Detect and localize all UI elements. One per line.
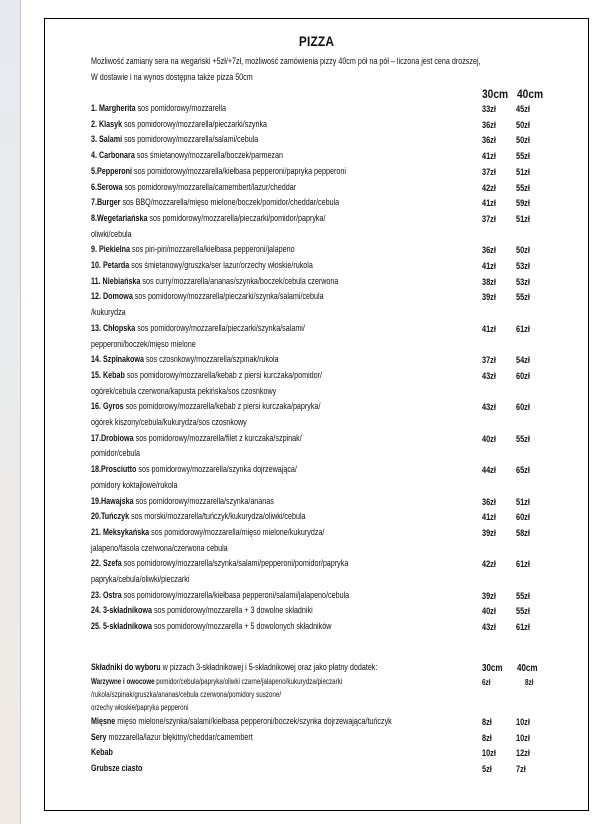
pizza-ingredients: sos pomidorowy/mozzarella/szynka/salami/pepperoni/pomidor/papryka <box>121 558 349 569</box>
extras-price-30: 8zł <box>482 717 492 727</box>
pizza-text <box>91 323 305 333</box>
price-40cm: 61zł <box>516 559 530 570</box>
price-40cm: 61zł <box>516 622 530 633</box>
extras-subtitle: w pizzach 3-składnikowej i 5-składnikowej oraz jako płatny dodatek: <box>160 662 378 672</box>
price-40cm: 53zł <box>516 261 530 271</box>
pizza-ingredients-cont <box>91 307 561 317</box>
price-30cm: 41zł <box>482 323 496 334</box>
pizza-ingredients: sos śmietanowy/gruszka/ser lazur/orzechy włoskie/rukola <box>129 260 313 270</box>
price-30cm: 37zł <box>482 355 496 366</box>
price-40cm: 58zł <box>516 527 530 538</box>
side-panel <box>0 0 21 824</box>
price-30cm: 43zł <box>482 370 496 381</box>
pizza-text <box>91 260 313 270</box>
price-30cm: 36zł <box>482 245 496 256</box>
pizza-name: 14. Szpinakowa <box>91 354 144 365</box>
size-header-30: 30cm <box>482 87 509 101</box>
price-30cm: 40zł <box>482 433 496 444</box>
pizza-text <box>91 276 338 286</box>
extras-price-30: 8zł <box>482 732 492 743</box>
extras-ingredients-cont <box>91 690 561 699</box>
price-40cm: 50zł <box>516 119 530 130</box>
pizza-ingredients: sos pomidorowy/mozzarella/mięso mielone/kukurydza/ <box>149 526 325 537</box>
pizza-name: 6.Serowa <box>91 181 123 192</box>
pizza-text <box>91 496 274 506</box>
pizza-name: 22. Szefa <box>91 558 122 569</box>
price-30cm: 40zł <box>482 606 496 617</box>
pizza-name: 20.Tuńczyk <box>91 511 130 522</box>
price-30cm: 38zł <box>482 276 496 287</box>
pizza-name: 5.Pepperoni <box>91 165 133 176</box>
extras-price-40: 7zł <box>516 763 526 774</box>
extras-price-30: 6zł <box>482 678 491 687</box>
pizza-text <box>91 401 320 411</box>
pizza-text <box>91 527 324 537</box>
pizza-ingredients-line2: oliwki/cebula <box>91 228 132 239</box>
pizza-ingredients-cont <box>91 229 561 239</box>
pizza-text <box>91 119 267 129</box>
price-40cm: 60zł <box>516 402 530 413</box>
pizza-ingredients: sos morski/mozzarella/tuńczyk/kukurydza/oliwki/cebula <box>129 511 306 522</box>
extras-price-30: 10zł <box>482 748 496 758</box>
price-30cm: 39zł <box>482 292 496 303</box>
price-30cm: 36zł <box>482 119 496 130</box>
price-40cm: 55zł <box>516 182 530 193</box>
extras-size-30: 30cm <box>482 663 503 674</box>
price-40cm: 60zł <box>516 512 530 523</box>
extras-ingredients-line3: orzechy włoskie/papryka pepperoni <box>91 703 189 712</box>
pizza-name: 24. 3-składnikowa <box>91 605 152 616</box>
pizza-name: 4. Carbonara <box>91 150 135 161</box>
pizza-ingredients-line2: /kukurydza <box>91 307 126 318</box>
pizza-text <box>91 511 306 521</box>
pizza-ingredients-line2: papryka/cebula/oliwki/pieczarki <box>91 574 190 584</box>
pizza-name: 15. Kebab <box>91 369 125 380</box>
price-30cm: 39zł <box>482 590 496 601</box>
price-40cm: 53zł <box>516 276 530 287</box>
extras-ingredients: mięso mielone/szynka/salami/kiełbasa pepperoni/boczek/szynka dojrzewająca/tuńczyk <box>115 716 392 726</box>
extras-price-40: 10zł <box>516 732 530 743</box>
pizza-ingredients: sos pomidorowy/mozzarella <box>135 103 227 113</box>
price-30cm: 41zł <box>482 198 496 209</box>
extras-price-40: 10zł <box>516 717 530 727</box>
extras-name: Sery <box>91 731 107 742</box>
price-40cm: 65zł <box>516 465 530 476</box>
price-40cm: 55zł <box>516 590 530 601</box>
pizza-ingredients: sos śmietanowy/mozzarella/boczek/parmezan <box>134 150 283 161</box>
pizza-ingredients: sos pomidorowy/mozzarella/camembert/lazur/cheddar <box>122 181 297 192</box>
pizza-text <box>91 197 339 207</box>
price-30cm: 41zł <box>482 151 496 162</box>
price-40cm: 45zł <box>516 104 530 114</box>
pizza-ingredients-line2: pepperoni/boczek/mięso mielone <box>91 338 196 349</box>
pizza-ingredients: sos pomidorowy/mozzarella + 5 dowolonych składników <box>151 621 332 632</box>
extras-header-text <box>91 662 377 672</box>
price-30cm: 42zł <box>482 559 496 570</box>
pizza-name: 23. Ostra <box>91 589 122 600</box>
pizza-name: 19.Hawajska <box>91 495 134 506</box>
pizza-text <box>91 103 226 113</box>
pizza-text <box>91 150 283 160</box>
price-30cm: 41zł <box>482 261 496 271</box>
price-30cm: 43zł <box>482 622 496 633</box>
pizza-text <box>91 182 296 192</box>
pizza-ingredients: sos pomidorowy/mozzarella/pieczarki/szynka/salami/cebula <box>132 291 324 302</box>
pizza-text <box>91 354 279 364</box>
pizza-name: 13. Chłopska <box>91 322 136 333</box>
extras-text <box>91 716 392 726</box>
price-40cm: 55zł <box>516 151 530 162</box>
pizza-text <box>91 370 322 380</box>
price-40cm: 55zł <box>516 433 530 444</box>
pizza-ingredients: sos czosnkowy/mozzarella/szpinak/rukola <box>143 354 279 365</box>
extras-name: Kebab <box>91 747 113 757</box>
pizza-name: 9. Piekielna <box>91 244 131 255</box>
price-40cm: 51zł <box>516 166 530 177</box>
pizza-name: 11. Niebiańska <box>91 275 141 286</box>
extras-text <box>91 732 253 742</box>
pizza-ingredients: sos curry/mozzarella/ananas/szynka/boczek/cebula czerwona <box>140 275 339 286</box>
extras-title: Składniki do wyboru <box>91 662 161 672</box>
pizza-ingredients: sos pomidorowy/mozzarella/pieczarki/pomidor/papryka/ <box>147 212 326 223</box>
price-30cm: 37zł <box>482 213 496 224</box>
pizza-text <box>91 621 331 631</box>
pizza-name: 16. Gyros <box>91 401 124 412</box>
extras-price-40: 12zł <box>516 748 530 758</box>
pizza-ingredients: sos pomidorowy/mozzarella/szynka dojrzewająca/ <box>136 464 297 475</box>
pizza-name: 3. Salami <box>91 134 123 145</box>
pizza-name: 18.Prosciutto <box>91 464 137 475</box>
note-line-1: Możliwość zamiany sera na wegański +5zł/+7zł, możliwość zamówienia pizzy 40cm pół na pół – liczona jest cena droższej, <box>91 56 481 66</box>
pizza-text <box>91 213 325 223</box>
pizza-ingredients: sos pomidorowy/mozzarella/kiełbasa pepperoni/salami/jalapeno/cebula <box>121 589 350 600</box>
extras-ingredients-line2: /rukola/szpinak/gruszka/ananas/cebula czerwona/pomidory suszone/ <box>91 690 282 699</box>
pizza-name: 17.Drobiowa <box>91 432 134 443</box>
extras-size-40: 40cm <box>517 663 538 674</box>
price-30cm: 36zł <box>482 496 496 507</box>
price-30cm: 43zł <box>482 402 496 413</box>
price-30cm: 37zł <box>482 166 496 177</box>
pizza-ingredients-cont <box>91 339 561 349</box>
extras-ingredients: pomidor/cebula/papryka/oliwki czarne/jalapeno/kukurydza/pieczarki <box>154 677 343 686</box>
pizza-text <box>91 433 302 443</box>
pizza-ingredients-cont <box>91 574 561 584</box>
pizza-text <box>91 590 349 600</box>
pizza-name: 7.Burger <box>91 197 121 208</box>
price-40cm: 54zł <box>516 355 530 366</box>
pizza-name: 8.Wegetariańska <box>91 212 148 223</box>
pizza-ingredients: sos pomidorowy/mozzarella/kebab z piersi kurczaka/pomidor/ <box>124 369 323 380</box>
pizza-ingredients-line2: jalapeno/fasola czerwona/czerwona cebula <box>91 542 228 553</box>
pizza-text <box>91 464 297 474</box>
price-30cm: 33zł <box>482 104 496 114</box>
note-line-2: W dostawie i na wynos dostępna także pizza 50cm <box>91 72 253 82</box>
price-30cm: 42zł <box>482 182 496 193</box>
extras-price-30: 5zł <box>482 763 492 774</box>
pizza-text <box>91 605 313 615</box>
pizza-name: 21. Meksykańska <box>91 526 150 537</box>
extras-price-40: 8zł <box>525 678 534 687</box>
extras-name: Warzywne i owocowe <box>91 677 155 686</box>
price-30cm: 39zł <box>482 527 496 538</box>
pizza-ingredients: sos pomidorowy/mozzarella/kebab z piersi kurczaka/papryka/ <box>123 401 321 412</box>
pizza-name: 25. 5-składnikowa <box>91 621 152 632</box>
pizza-text <box>91 244 295 254</box>
pizza-ingredients: sos pomidorowy/mozzarella/kiełbasa pepperoni/papryka pepperoni <box>132 165 346 176</box>
pizza-ingredients-line2: ogórek kiszony/cebula/kukurydza/sos czosnkowy <box>91 417 247 427</box>
pizza-ingredients: sos piri-piri/mozzarella/kiełbasa pepperoni/jalapeno <box>130 244 295 255</box>
pizza-ingredients-cont <box>91 543 561 553</box>
price-40cm: 60zł <box>516 370 530 381</box>
price-30cm: 36zł <box>482 135 496 146</box>
pizza-text <box>91 134 258 144</box>
extras-text <box>91 677 342 686</box>
price-40cm: 61zł <box>516 323 530 334</box>
pizza-ingredients-cont <box>91 386 561 396</box>
pizza-ingredients: sos pomidorowy/mozzarella/pieczarki/szynka/salami/ <box>135 322 305 333</box>
menu-page <box>44 18 589 811</box>
pizza-ingredients-line2: ogórek/cebula czerwona/kapusta pekińska/sos czosnkowy <box>91 385 277 396</box>
pizza-name: 2. Klasyk <box>91 118 123 129</box>
price-40cm: 51zł <box>516 496 530 507</box>
pizza-name: 1. Margherita <box>91 103 136 113</box>
extras-name: Mięsne <box>91 716 116 726</box>
pizza-text <box>91 558 348 568</box>
pizza-text <box>91 291 324 301</box>
pizza-ingredients: sos pomidorowy/mozzarella/pieczarki/szynka <box>122 118 268 129</box>
price-40cm: 59zł <box>516 198 530 209</box>
extras-text <box>91 763 142 773</box>
price-30cm: 44zł <box>482 465 496 476</box>
page-title: PIZZA <box>298 33 335 49</box>
extras-ingredients-cont <box>91 703 561 712</box>
pizza-ingredients-cont <box>91 480 561 490</box>
extras-text <box>91 747 113 757</box>
pizza-ingredients: sos pomidorowy/mozzarella + 3 dowolne składniki <box>151 605 313 616</box>
extras-ingredients: mozzarella/lazur błękitny/cheddar/camembert <box>106 731 253 742</box>
price-30cm: 41zł <box>482 512 496 523</box>
pizza-ingredients: sos pomidorowy/mozzarella/szynka/ananas <box>133 495 274 506</box>
pizza-text <box>91 166 346 176</box>
price-40cm: 55zł <box>516 292 530 303</box>
pizza-ingredients-cont <box>91 448 561 458</box>
pizza-name: 10. Petarda <box>91 260 130 270</box>
pizza-ingredients-line2: pomidory koktajlowe/rukola <box>91 479 178 490</box>
price-40cm: 50zł <box>516 245 530 256</box>
pizza-name: 12. Domowa <box>91 291 133 302</box>
pizza-ingredients-line2: pomidor/cebula <box>91 448 141 459</box>
price-40cm: 50zł <box>516 135 530 146</box>
size-header-40: 40cm <box>517 87 544 101</box>
extras-name: Grubsze ciasto <box>91 762 143 773</box>
price-40cm: 55zł <box>516 606 530 617</box>
pizza-ingredients-cont <box>91 417 561 427</box>
price-40cm: 51zł <box>516 213 530 224</box>
pizza-ingredients: sos pomidorowy/mozzarella/filet z kurczaka/szpinak/ <box>133 432 302 443</box>
pizza-ingredients: sos pomidorowy/mozzarella/salami/cebula <box>122 134 259 145</box>
pizza-ingredients: sos BBQ/mozzarella/mięso mielone/boczek/pomidor/cheddar/cebula <box>120 197 340 208</box>
